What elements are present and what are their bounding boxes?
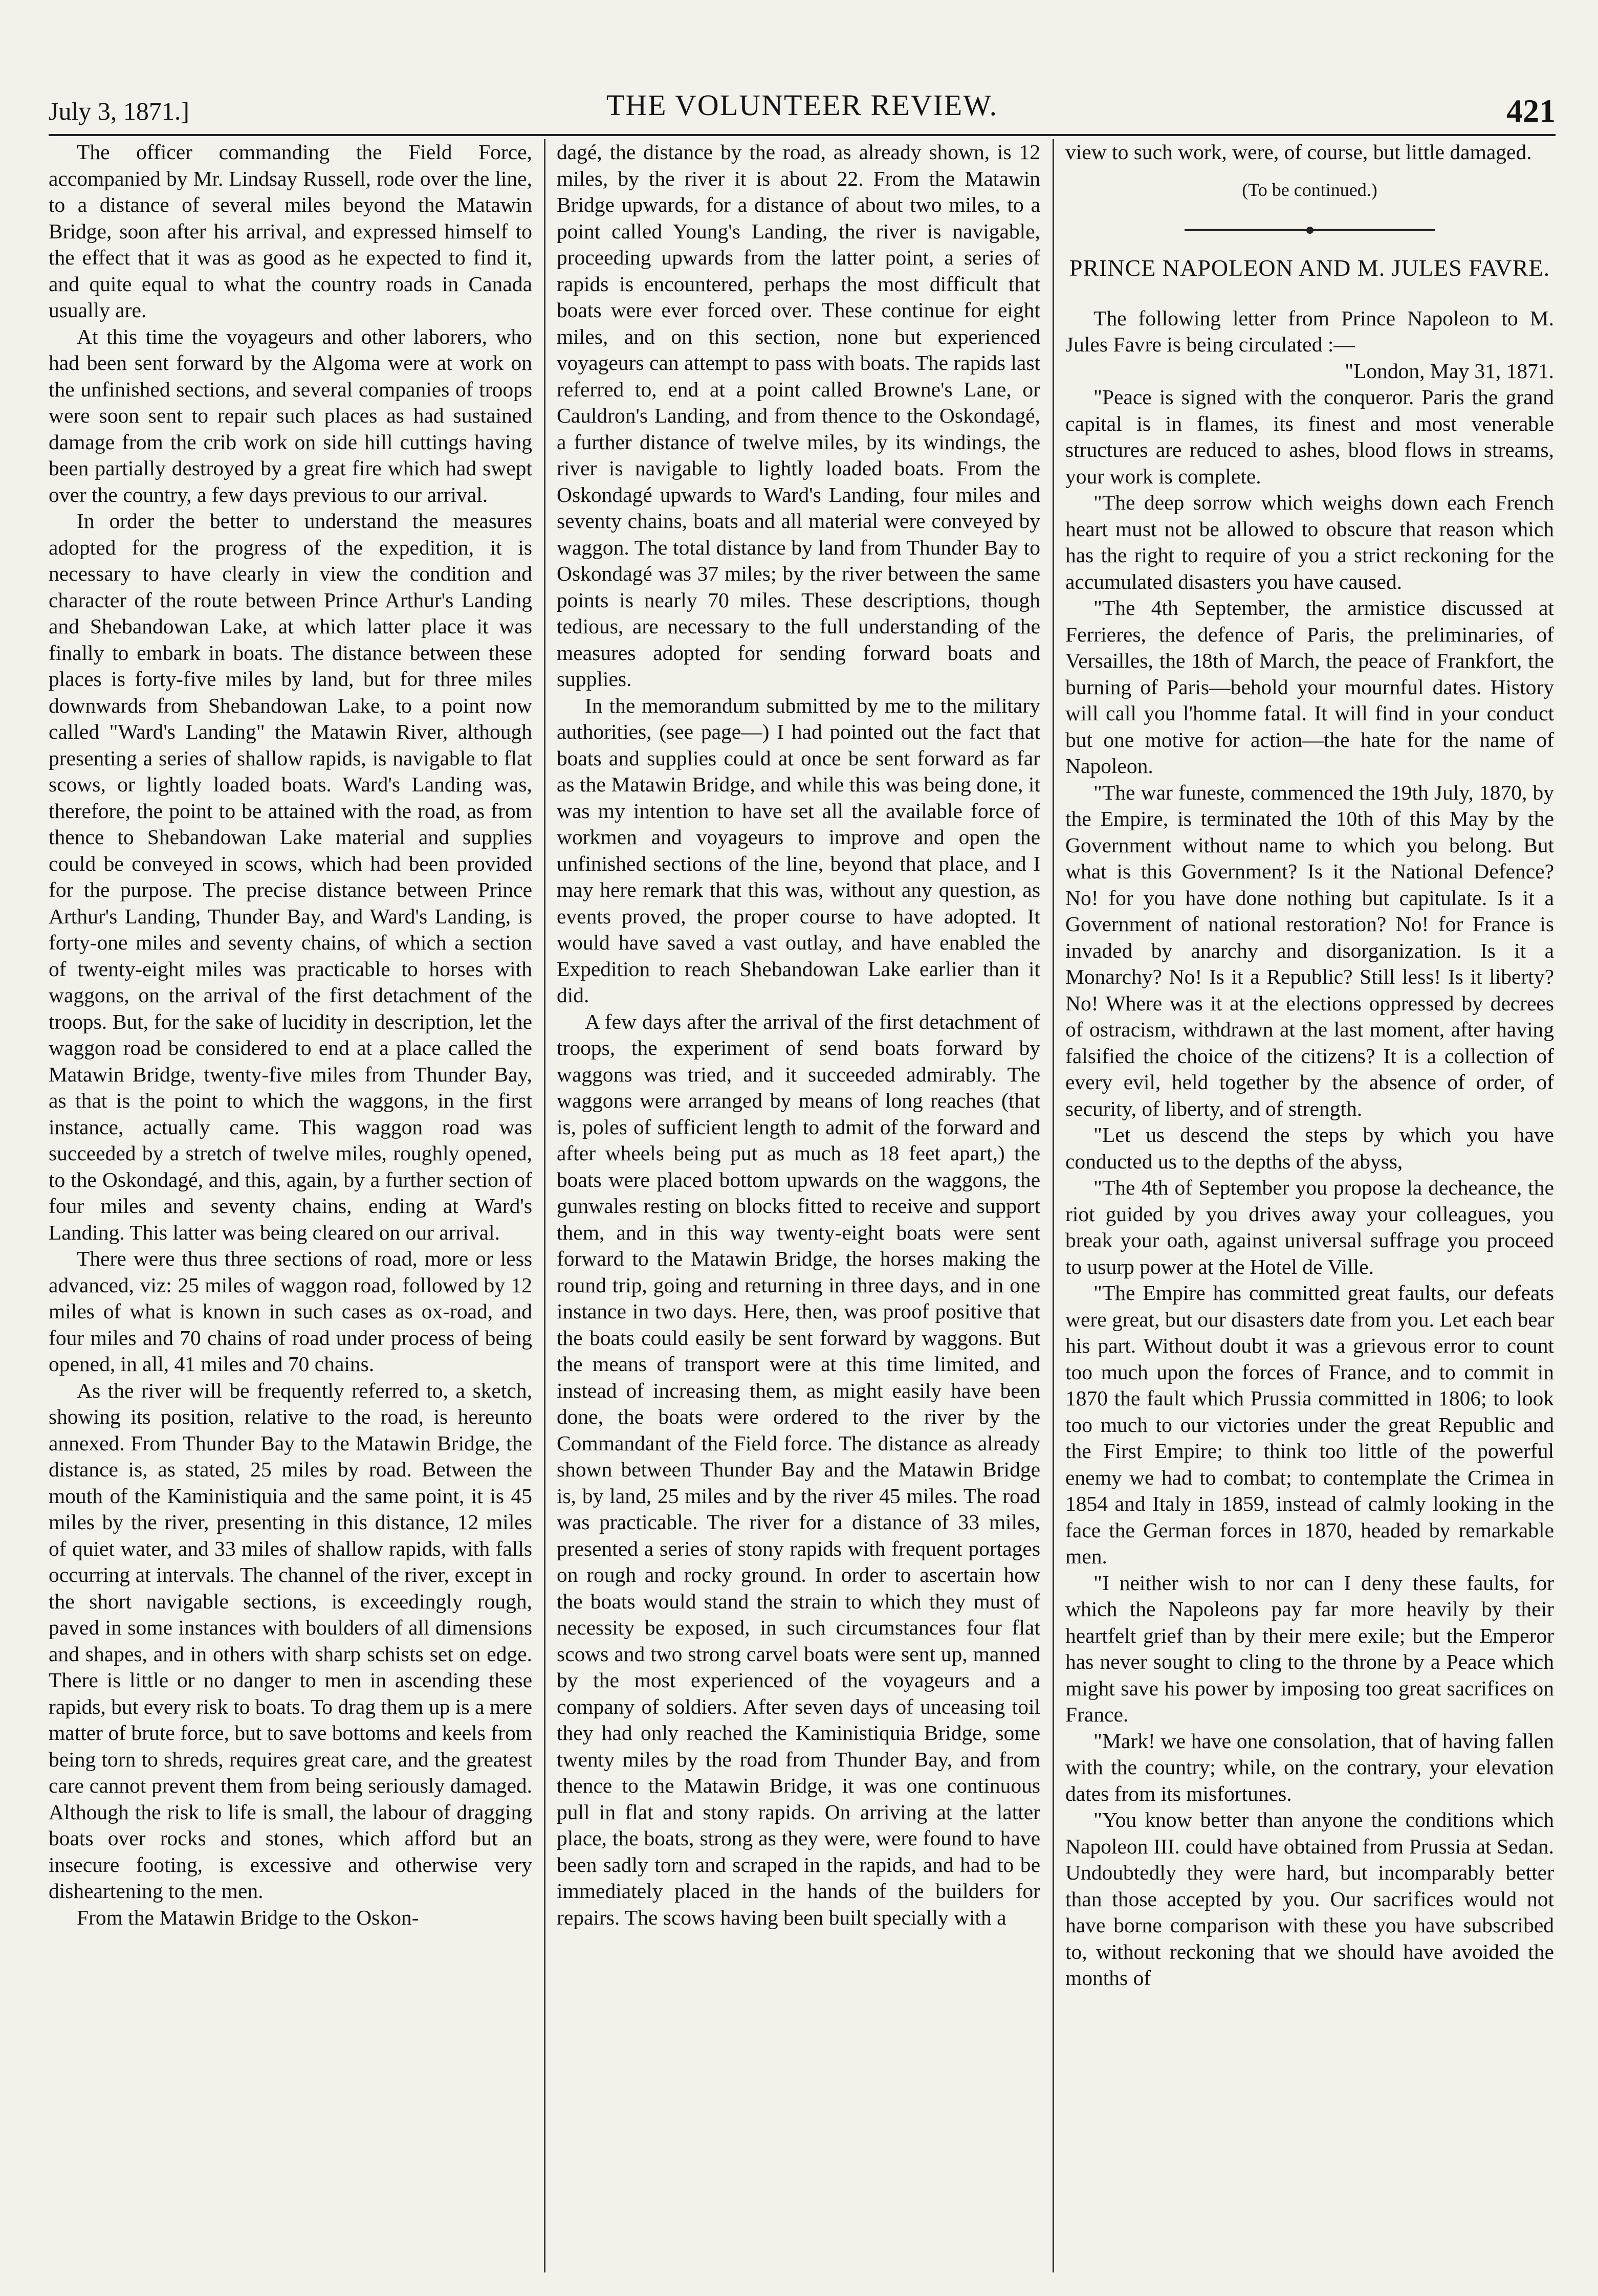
- masthead-title: THE VOLUNTEER REVIEW.: [606, 89, 998, 122]
- paragraph: "The 4th of September you propose la decheance, the riot guided by you drives away your colleagues, you break your oath, against universal suffrage you proceed to usurp power at the Hotel de Ville.: [1065, 1176, 1554, 1278]
- paragraph: "Let us descend the steps by which you have conducted us to the depths of the abyss,: [1065, 1123, 1554, 1173]
- column-1: [49, 139, 532, 2272]
- section-divider: [1065, 215, 1554, 242]
- paragraph: In order the better to understand the measures adopted for the progress of the expedition, it is necessary to have clearly in view the condition and character of the route between Prince Arthur's Landing and Shebandowan Lake, at which latter place it was finally to embark in boats. The distance between these places is forty-five miles by land, but for three miles downwards from Shebandowan Lake, to a point now called "Ward's Landing" the Matawin River, although presenting a series of shallow rapids, is navigable to flat scows, or lightly loaded boats. Ward's Landing was, therefore, the point to be attained with the road, as from thence to Shebandowan Lake material and supplies could be conveyed in scows, which had been provided for the purpose. The precise distance between Prince Arthur's Landing, Thunder Bay, and Ward's Landing, is forty-one miles and seventy chains, of which a section of twenty-eight miles was practicable to horses with waggons, on the arrival of the first detachment of the troops. But, for the sake of lucidity in description, let the waggon road be considered to end at a place called the Matawin Bridge, twenty-five miles from Thunder Bay, as that is the point to which the waggons, in the first instance, actually came. This waggon road was succeeded by a stretch of twelve miles, roughly opened, to the Oskondagé, and this, again, by a further section of four miles and seventy chains, ending at Ward's Landing. This latter was being cleared on our arrival.: [49, 509, 532, 1244]
- paragraph: "Peace is signed with the conqueror. Paris the grand capital is in flames, its finest and most venerable structures are reduced to ashes, blood flows in streams, your work is complete.: [1065, 385, 1554, 488]
- issue-date: July 3, 1871.]: [49, 97, 189, 125]
- paragraph: "Mark! we have one consolation, that of having fallen with the country; while, on the contrary, your elevation dates from its misfortunes.: [1065, 1729, 1554, 1805]
- paragraph: There were thus three sections of road, more or less advanced, viz: 25 miles of waggon road, followed by 12 miles of what is known in such cases as ox-road, and four miles and 70 chains of road under process of being opened, in all, 41 miles and 70 chains.: [49, 1247, 532, 1376]
- to-be-continued-note: (To be continued.): [1242, 179, 1377, 200]
- paragraph: view to such work, were, of course, but little damaged.: [1065, 140, 1532, 164]
- paragraph: In the memorandum submitted by me to the military authorities, (see page—) I had pointed out the fact that boats and supplies could at once be sent forward as far as the Matawin Bridge, and while this was being done, it was my intention to have set all the available force of workmen and voyageurs to improve and open the unfinished sections of the line, beyond that place, and I may here remark that this was, without any question, as events proved, the proper course to have adopted. It would have saved a vast outlay, and have enabled the Expedition to reach Shebandowan Lake earlier than it did.: [557, 693, 1040, 1007]
- paragraph: A few days after the arrival of the first detachment of troops, the experiment of send boats forward by waggons was tried, and it succeeded admirably. The waggons were arranged by means of long reaches (that is, poles of sufficient length to admit of the forward and after wheels being put as much as 18 feet apart,) the boats were placed bottom upwards on the waggons, the gunwales resting on blocks fitted to receive and support them, and in this way twenty-eight boats were sent forward to the Matawin Bridge, the horses making the round trip, going and returning in three days, and in one instance in two days. Here, then, was proof positive that the boats could easily be sent forward by waggons. But the means of transport were at this time limited, and instead of increasing them, as might easily have been done, the boats were ordered to the river by the Commandant of the Field force. The distance as already shown between Thunder Bay and the Matawin Bridge is, by land, 25 miles and by the river 45 miles. The road was practicable. The river for a distance of 33 miles, presented a series of stony rapids with frequent portages on rough and rocky ground. In order to ascertain how the boats would stand the strain to which they must of necessity be exposed, in such circumstances four flat scows and two strong carvel boats were sent up, manned by the most experienced of the voyageurs and a company of soldiers. After seven days of unceasing toil they had only reached the Kaministiquia Bridge, some twenty miles by the road from Thunder Bay, and from thence to the Matawin Bridge, it was one continuous pull in flat and stony rapids. On arriving at the latter place, the boats, strong as they were, were found to have been sadly torn and scraped in the rapids, and had to be immediately placed in the hands of the builders for repairs. The scows having been built specially with a: [557, 1009, 1040, 1929]
- paragraph: "The war funeste, commenced the 19th July, 1870, by the Empire, is terminated the 10th of this May by the Government without name to which you belong. But what is this Government? Is it the National Defence? No! for you have done nothing but capitulate. Is it a Government of national restoration? No! for France is invaded by anarchy and disorganization. Is it a Monarchy? No! Is it a Republic? Still less! Is it liberty? No! Where was it at the elections oppressed by decrees of ostracism, withdrawn at the last moment, after having falsified the choice of the citizens? It is a collection of every evil, held together by the absence of order, of security, of liberty, and of strength.: [1065, 780, 1554, 1120]
- paragraph: "The 4th September, the armistice discussed at Ferrieres, the defence of Paris, the preliminaries, of Versailles, the 18th of March, the peace of Frankfort, the burning of Paris—behold your mournful dates. History will call you l'homme fatal. It will find in your conduct but one motive for action—the hate for the name of Napoleon.: [1065, 596, 1554, 778]
- column-rule-2: [1053, 139, 1054, 2272]
- paragraph: "The deep sorrow which weighs down each French heart must not be allowed to obscure that reason which has the right to require of you a strict reckoning for the accumulated disasters you have caused.: [1065, 491, 1554, 593]
- paragraph: "You know better than anyone the conditions which Napoleon III. could have obtained from Prussia at Sedan. Undoubtedly they were hard, but incomparably better than those accepted by you. Our sacrifices would not have borne comparison with these you have subscribed to, without reckoning that we should have avoided the months of: [1065, 1808, 1554, 1990]
- paragraph: dagé, the distance by the road, as already shown, is 12 miles, by the river it is about 22. From the Matawin Bridge upwards, for a distance of about two miles, to a point called Young's Landing, the river is navigable, proceeding upwards from the latter point, a series of rapids is encountered, perhaps the most difficult that boats were ever forced over. These continue for eight miles, and on this section, none but experienced voyageurs can attempt to pass with boats. The rapids last referred to, end at a point called Browne's Lane, or Cauldron's Landing, and from thence to the Oskondagé, a further distance of twelve miles, by its windings, the river is navigable to lightly loaded boats. From the Oskondagé upwards to Ward's Landing, four miles and seventy chains, boats and all material were conveyed by waggon. The total distance by land from Thunder Bay to Oskondagé was 37 miles; by the river between the same points is nearly 70 miles. These descriptions, though tedious, are necessary to the full understanding of the measures adopted for sending forward boats and supplies.: [557, 140, 1040, 691]
- column-2: [557, 139, 1040, 2272]
- paragraph: At this time the voyageurs and other laborers, who had been sent forward by the Algoma were at work on the unfinished sections, and several companies of troops were soon sent to repair such places as had sustained damage from the crib work on side hill cuttings having been partially destroyed by a great fire which had swept over the country, a few days previous to our arrival.: [49, 324, 532, 506]
- paragraph: The officer commanding the Field Force, accompanied by Mr. Lindsay Russell, rode over the line, to a distance of several miles beyond the Matawin Bridge, soon after his arrival, and expressed himself to the effect that it was as good as he expected to find it, and quite equal to what the country roads in Canada usually are.: [49, 140, 532, 322]
- page-header: [49, 77, 1556, 133]
- letter-dateline: "London, May 31, 1871.: [1345, 359, 1554, 383]
- article-intro: The following letter from Prince Napoleon to M. Jules Favre is being circulated :—: [1065, 306, 1554, 356]
- paragraph: "I neither wish to nor can I deny these faults, for which the Napoleons pay far more heavily by their heartfelt grief than by their mere exile; but the Emperor has never sought to cling to the throne by a Peace which might save his power by imposing too great sacrifices on France.: [1065, 1571, 1554, 1726]
- paragraph: "The Empire has committed great faults, our defeats were great, but our disasters date from you. Let each bear his part. Without doubt it was a grievous error to count too much upon the forces of France, and to commit in 1870 the fault which Prussia committed in 1806; to look too much to our victories under the great Republic and the First Empire; to think too little of the powerful enemy we had to combat; to contemplate the Crimea in 1854 and Italy in 1859, instead of calmly looking in the face the German forces in 1870, headed by remarkable men.: [1065, 1281, 1554, 1568]
- column-rule-1: [544, 139, 545, 2272]
- article-headline: PRINCE NAPOLEON AND M. JULES FAVRE.: [1069, 254, 1550, 281]
- page-number: 421: [1506, 93, 1556, 129]
- header-rule: [49, 134, 1556, 136]
- paragraph: From the Matawin Bridge to the Oskon-: [77, 1905, 419, 1929]
- column-3: [1065, 139, 1554, 2272]
- paragraph: As the river will be frequently referred to, a sketch, showing its position, relative to the road, is hereunto annexed. From Thunder Bay to the Matawin Bridge, the distance is, as stated, 25 miles by road. Between the mouth of the Kaministiquia and the same point, it is 45 miles by the river, presenting in this distance, 12 miles of quiet water, and 33 miles of shallow rapids, with falls occurring at intervals. The channel of the river, except in the short navigable sections, is exceedingly rough, paved in some instances with boulders of all dimensions and shapes, and in others with sharp schists set on edge. There is little or no danger to men in ascending these rapids, but every risk to boats. To drag them up is a mere matter of brute force, but to save bottoms and keels from being torn to shreds, requires great care, and the greatest care cannot prevent them from being seriously damaged. Although the risk to life is small, the labour of dragging boats over rocks and stones, which afford but an insecure footing, is excessive and otherwise very disheartening to the men.: [49, 1378, 532, 1903]
